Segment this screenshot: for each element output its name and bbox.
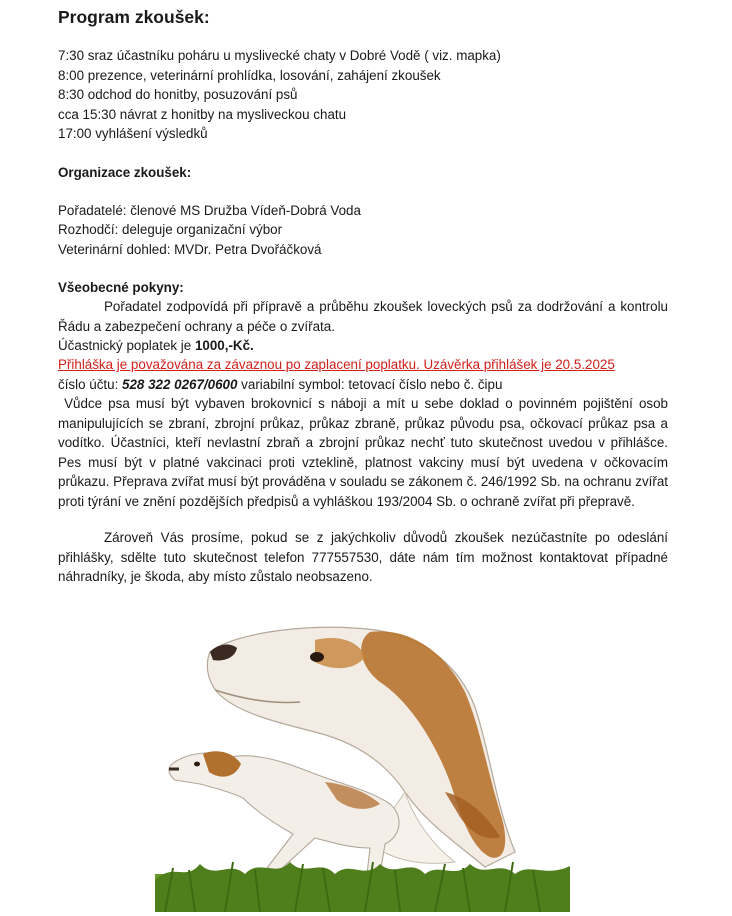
organization-line: Rozhodčí: deleguje organizační výbor bbox=[58, 222, 283, 237]
program-line: 8:00 prezence, veterinární prohlídka, losování, zahájení zkoušek bbox=[58, 68, 441, 83]
organization-line: Veterinární dohled: MVDr. Petra Dvořáčková bbox=[58, 242, 322, 257]
organization-line: Pořadatelé: členové MS Družba Vídeň-Dobrá Voda bbox=[58, 203, 361, 218]
account-number: 528 322 0267/0600 bbox=[122, 377, 238, 392]
program-line: 7:30 sraz účastníku poháru u myslivecké chaty v Dobré Vodě ( viz. mapka) bbox=[58, 48, 501, 63]
account-suffix: variabilní symbol: tetovací číslo nebo č. čipu bbox=[237, 377, 503, 392]
account-line bbox=[58, 375, 502, 395]
general-heading: Všeobecné pokyny: bbox=[58, 280, 184, 295]
pointer-dogs-illustration bbox=[155, 612, 570, 912]
fee-label: Účastnický poplatek je bbox=[58, 338, 195, 353]
program-line: 8:30 odchod do honitby, posuzování psů bbox=[58, 87, 298, 102]
program-line: cca 15:30 návrat z honitby na mysliveckou chatu bbox=[58, 107, 347, 122]
fee-value: 1000,-Kč. bbox=[194, 338, 254, 353]
organization-heading: Organizace zkoušek: bbox=[58, 165, 192, 180]
small-dog bbox=[169, 751, 399, 874]
grass bbox=[155, 862, 570, 912]
general-paragraph-1: Pořadatel zodpovídá při přípravě a průběhu zkoušek loveckých psů za dodržování a kontrolu Řádu a zabezpečení ochrany a péče o zvířata. bbox=[58, 299, 668, 334]
deadline-notice: Přihláška je považována za závaznou po zaplacení poplatku. Uzávěrka přihlášek je 20.5.2025 bbox=[58, 357, 615, 372]
fee-line bbox=[58, 336, 254, 356]
general-paragraph-3: Zároveň Vás prosíme, pokud se z jakýchkoliv důvodů zkoušek nezúčastníte po odeslání přihlášky, sdělte tuto skutečnost telefon 777557530, dáte nám tím možnost kontaktovat případné náhradníky, je škoda, aby místo zůstalo neobsazeno. bbox=[58, 530, 668, 584]
account-label: číslo účtu: bbox=[58, 377, 123, 392]
program-line: 17:00 vyhlášení výsledků bbox=[58, 126, 208, 141]
page-title: Program zkoušek: bbox=[58, 7, 210, 27]
general-paragraph-2: Vůdce psa musí být vybaven brokovnicí s náboji a mít u sebe doklad o povinném pojištění osob manipulujících se zbraní, zbrojní průkaz, průkaz zbraně, průkaz původu psa, očkovací průkaz psa a vodítko. Účastníci, kteří nevlastní zbraň a zbrojní průkaz nechť tuto skutečnost uvedou v přihlášce. Pes musí být v platné vakcinaci proti vzteklině, platnost vakciny musí být uvedena v očkovacím průkazu. Přeprava zvířat musí být prováděna v souladu se zákonem č. 246/1992 Sb. na ochranu zvířat proti týrání ve znění pozdějších předpisů a vyhláškou 193/2004 Sb. o ochraně zvířat při přepravě. bbox=[58, 396, 676, 509]
